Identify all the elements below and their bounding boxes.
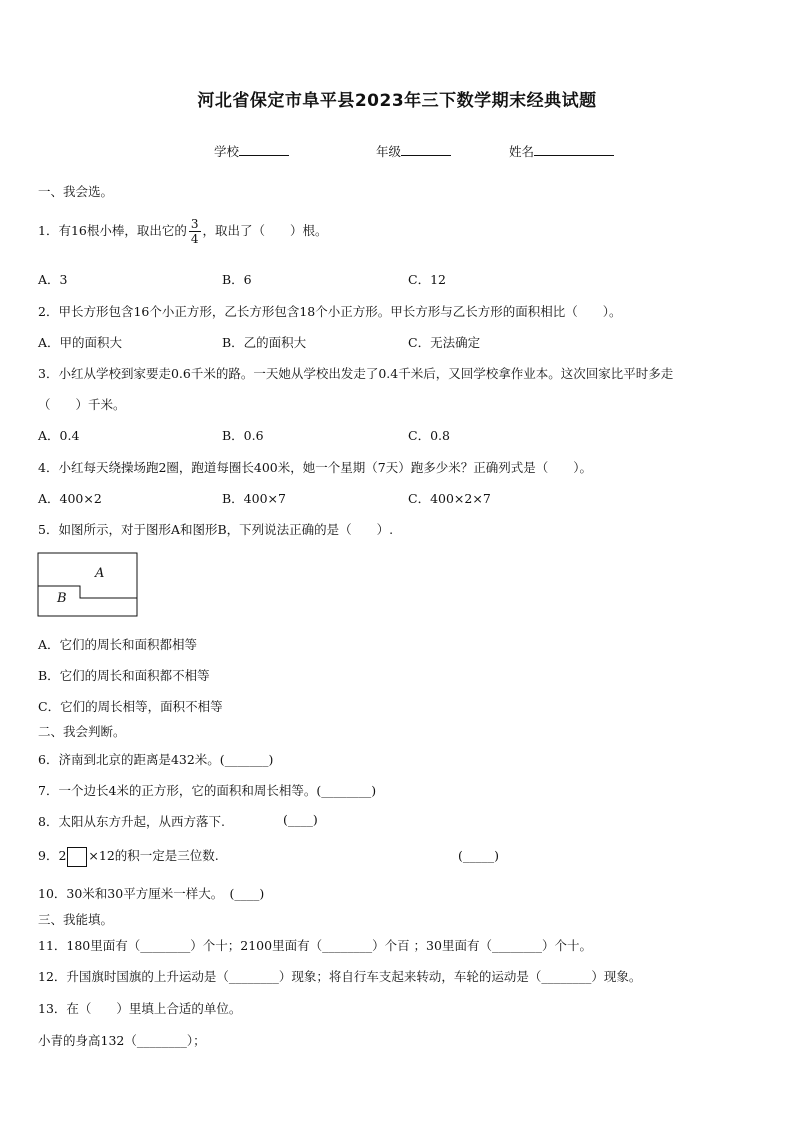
fraction-denominator: 4 — [190, 232, 199, 246]
q5-option-a[interactable]: A．它们的周长和面积都相等 — [38, 637, 198, 652]
q9-answer-paren[interactable]: (_____) — [458, 848, 500, 863]
q2-option-b[interactable]: B．乙的面积大 — [222, 335, 307, 350]
q1-text-b: ，取出了（ ）根。 — [202, 223, 328, 238]
fraction — [189, 218, 201, 245]
question-2: 2．甲长方形包含16个小正方形，乙长方形包含18个小正方形。甲长方形与乙长方形的面积相比（ ）。 — [38, 304, 622, 319]
question-5: 5．如图所示，对于图形A和图形B，下列说法正确的是（ ）. — [38, 522, 394, 537]
q4-option-b[interactable]: B．400×7 — [222, 491, 286, 506]
grade-blank[interactable] — [401, 142, 451, 156]
q2-option-a[interactable]: A．甲的面积大 — [38, 335, 123, 350]
section-choice: 一、我会选。 — [38, 184, 114, 199]
school-field — [214, 142, 289, 160]
question-1 — [38, 214, 328, 248]
question-13: 13．在（ ）里填上合适的单位。 — [38, 1001, 242, 1016]
q2-option-c[interactable]: C．无法确定 — [408, 335, 481, 350]
q1-option-c[interactable]: C．12 — [408, 272, 446, 287]
school-blank[interactable] — [239, 142, 289, 156]
fraction-numerator: 3 — [190, 217, 199, 231]
question-12: 12．升国旗时国旗的上升运动是（________）现象；将自行车支起来转动，车轮的运动是（________）现象。 — [38, 969, 642, 984]
q3-option-a[interactable]: A．0.4 — [38, 428, 80, 443]
question-7: 7．一个边长4米的正方形，它的面积和周长相等。(________) — [38, 783, 377, 798]
figure-outer-rect — [38, 553, 137, 616]
figure-divider-line — [38, 586, 137, 598]
q5-option-b[interactable]: B．它们的周长和面积都不相等 — [38, 668, 210, 683]
name-field — [509, 142, 614, 160]
q4-option-a[interactable]: A．400×2 — [38, 491, 102, 506]
question-4: 4．小红每天绕操场跑2圈，跑道每圈长400米，她一个星期（7天）跑多少米？正确列式是（ ）。 — [38, 460, 592, 475]
q9-post: ×12的积一定是三位数. — [88, 848, 219, 863]
q5-option-c[interactable]: C．它们的周长相等，面积不相等 — [38, 699, 223, 714]
grade-field — [376, 142, 451, 160]
page-title: 河北省保定市阜平县2023年三下数学期末经典试题 — [197, 91, 597, 111]
school-label: 学校 — [214, 144, 240, 159]
q3-option-b[interactable]: B．0.6 — [222, 428, 264, 443]
grade-label: 年级 — [376, 144, 402, 159]
q9-pre: 9．2 — [38, 848, 67, 863]
name-blank[interactable] — [534, 142, 614, 156]
question-3-line2: （ ）千米。 — [38, 397, 126, 412]
q3-option-c[interactable]: C．0.8 — [408, 428, 450, 443]
question-10: 10．30米和30平方厘米一样大。 (____) — [38, 886, 265, 901]
q1-text-a: 1．有16根小棒，取出它的 — [38, 223, 187, 238]
digit-box[interactable] — [67, 847, 87, 867]
section-judge: 二、我会判断。 — [38, 724, 126, 739]
question-8: 8．太阳从东方升起，从西方落下. — [38, 814, 225, 829]
q1-option-a[interactable]: A．3 — [38, 272, 68, 287]
name-label: 姓名 — [509, 144, 535, 159]
q8-answer-paren[interactable]: (____) — [283, 812, 318, 827]
shape-figure — [37, 552, 139, 618]
shape-b-label: B — [57, 591, 67, 606]
question-3-line1: 3．小红从学校到家要走0.6千米的路。一天她从学校出发走了0.4千米后，又回学校拿作业本。这次回家比平时多走 — [38, 366, 674, 381]
question-13-sub: 小青的身高132（________）； — [38, 1033, 206, 1048]
shape-a-label: A — [95, 566, 105, 581]
q4-option-c[interactable]: C．400×2×7 — [408, 491, 491, 506]
question-6: 6．济南到北京的距离是432米。(_______) — [38, 752, 274, 767]
q1-option-b[interactable]: B．6 — [222, 272, 252, 287]
question-9 — [38, 846, 219, 867]
section-fill: 三、我能填。 — [38, 912, 114, 927]
question-11: 11．180里面有（________）个十；2100里面有（________）个百 ；30里面有（________）个十。 — [38, 938, 592, 953]
